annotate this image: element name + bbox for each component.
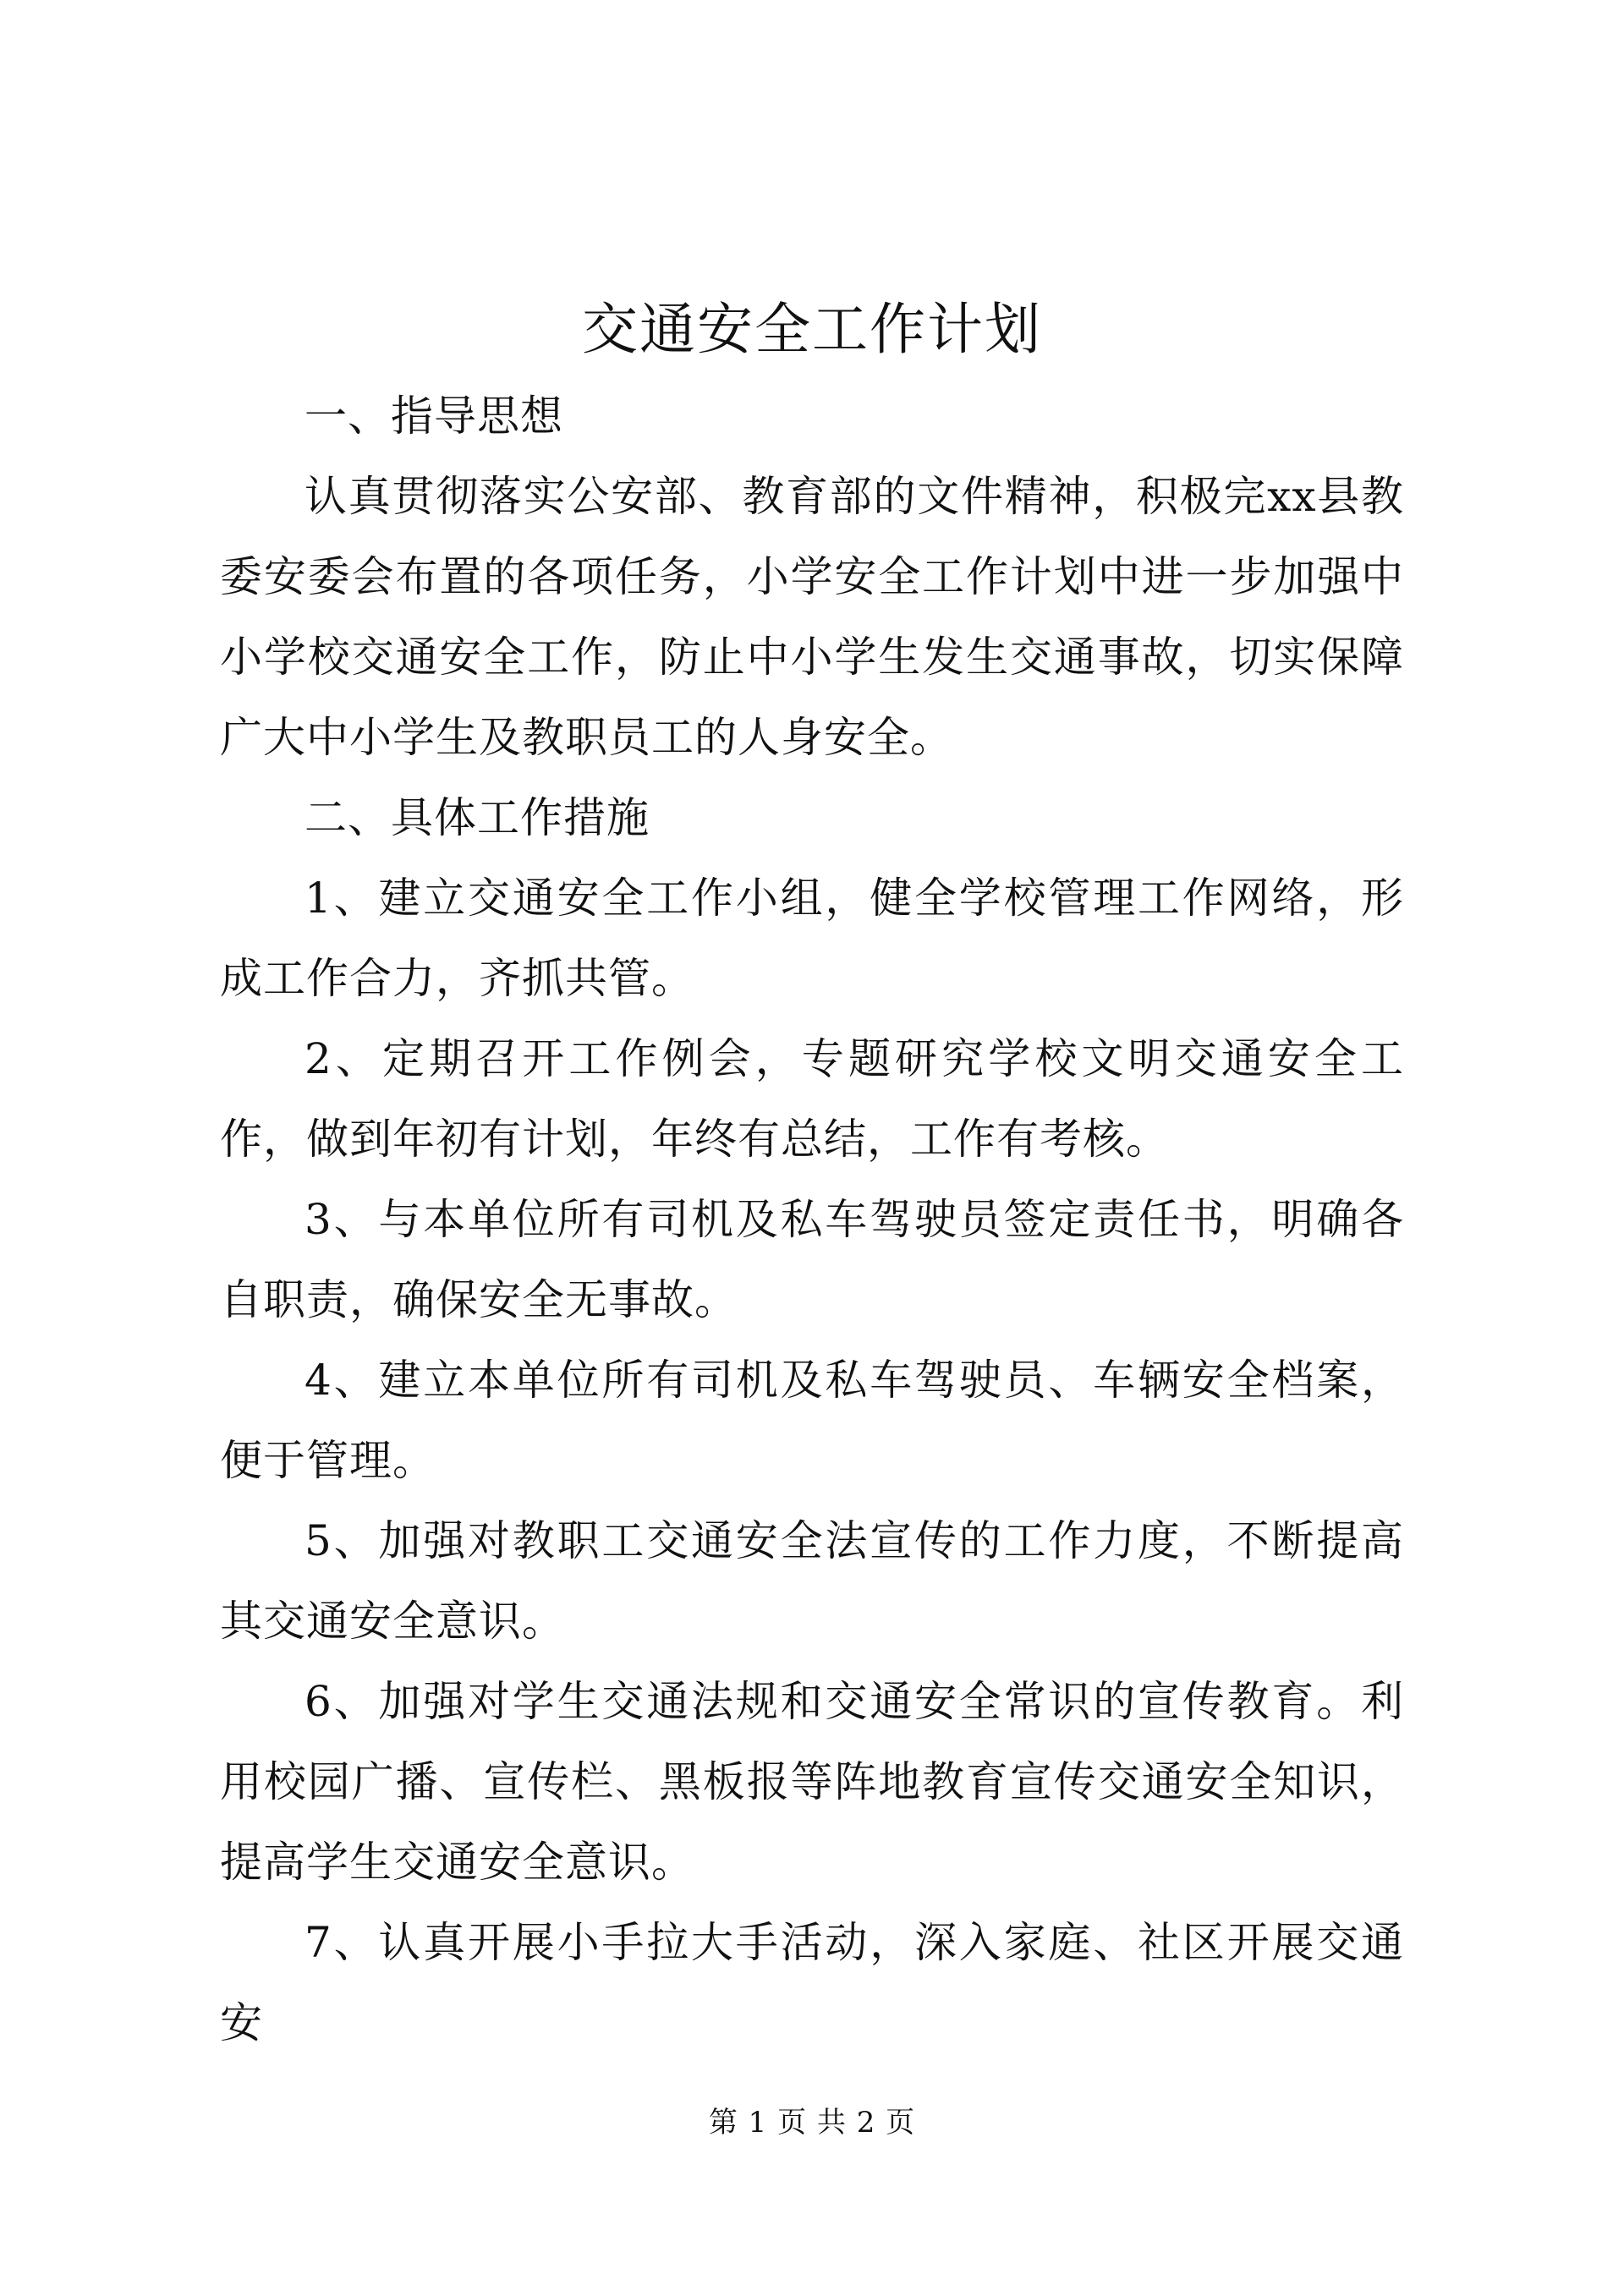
document-body [220,376,1404,2063]
measure-item-6: 6、加强对学生交通法规和交通安全常识的宣传教育。利用校园广播、宣传栏、黑板报等阵地教育宣传交通安全知识，提高学生交通安全意识。 [220,1677,1404,1887]
paragraph-guiding-ideology: 认真贯彻落实公安部、教育部的文件精神，积极完xx县教委安委会布置的各项任务，小学安全工作计划中进一步加强中小学校交通安全工作，防止中小学生发生交通事故，切实保障广大中小学生及教职员工的人身安全。 [220,472,1404,762]
measure-item-2: 2、定期召开工作例会，专题研究学校文明交通安全工作，做到年初有计划，年终有总结，工作有考核。 [220,1034,1404,1164]
document-title: 交通安全工作计划 [582,297,1042,362]
measure-item-5: 5、加强对教职工交通安全法宣传的工作力度，不断提高其交通安全意识。 [220,1516,1404,1646]
measure-item-7: 7、认真开展小手拉大手活动，深入家庭、社区开展交通安 [220,1918,1404,2047]
section-heading-guiding-ideology: 一、指导思想 [304,392,563,441]
section-heading-specific-measures: 二、具体工作措施 [304,793,650,842]
measure-item-4: 4、建立本单位所有司机及私车驾驶员、车辆安全档案，便于管理。 [220,1356,1404,1485]
measure-item-3: 3、与本单位所有司机及私车驾驶员签定责任书，明确各自职责，确保安全无事故。 [220,1195,1404,1324]
page-footer: 第 1 页 共 2 页 [708,2106,916,2140]
measure-item-1: 1、建立交通安全工作小组，健全学校管理工作网络，形成工作合力，齐抓共管。 [220,874,1404,1003]
